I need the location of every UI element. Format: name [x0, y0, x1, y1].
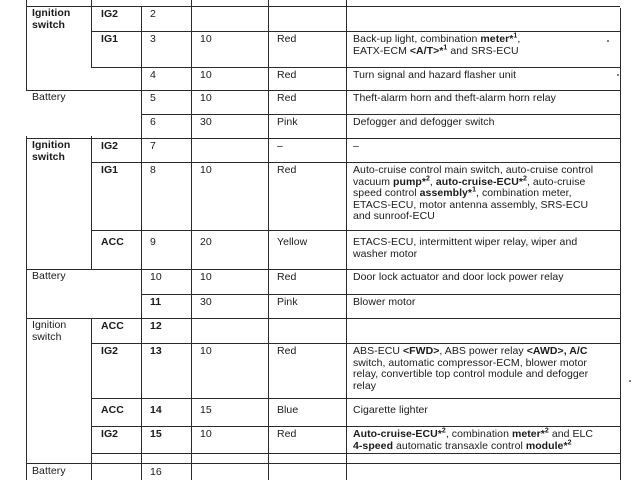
protected-circuits	[353, 272, 615, 284]
wire-color: Red	[277, 428, 297, 440]
wire-color: –	[277, 140, 283, 152]
grid-line-h	[26, 318, 620, 319]
circuit-line	[353, 272, 615, 284]
circuit-text: , ABS power relay	[439, 345, 527, 357]
grid-line-h	[26, 90, 620, 91]
fuse-number: 2	[150, 8, 156, 20]
circuit-text: relay	[353, 379, 377, 392]
wire-color: Red	[277, 33, 297, 45]
circuit-line	[353, 381, 615, 393]
fuse-number: 3	[150, 33, 156, 45]
scan-speck	[629, 380, 631, 382]
circuit-text: Cigarette lighter	[353, 404, 428, 416]
circuit-emphasis: 1	[513, 32, 518, 40]
circuit-line	[353, 405, 615, 417]
protected-circuits	[353, 405, 615, 417]
circuit-text: switch, automatic compressor-ECM, blower motor	[353, 356, 587, 369]
protected-circuits	[353, 70, 615, 82]
scan-speck	[617, 74, 619, 76]
circuit-text: , combination	[445, 428, 512, 440]
circuit-text: ,	[429, 175, 436, 188]
wire-color: Pink	[277, 296, 298, 308]
protected-circuits	[353, 346, 615, 392]
fuse-number: 4	[150, 69, 156, 81]
grid-line-h	[91, 162, 620, 163]
grid-line-v	[141, 6, 142, 480]
circuit-text: Door lock actuator and door lock power relay	[353, 271, 564, 283]
power-source-label: Battery	[32, 91, 66, 103]
fuse-amperage: 10	[200, 428, 212, 440]
fuse-amperage: 10	[200, 271, 212, 283]
fuse-number: 9	[150, 236, 156, 248]
circuit-text: relay, convertible top control module and defogger	[353, 368, 589, 380]
circuit-emphasis: 1	[472, 186, 477, 194]
ignition-position-label: ACC	[101, 404, 124, 416]
circuit-emphasis: assembly*	[419, 187, 473, 199]
circuit-text: and sunroof-ECU	[353, 210, 435, 222]
fuse-number: 14	[150, 404, 162, 416]
power-source-label: Ignition switch	[32, 139, 71, 163]
fuse-amperage: 10	[200, 345, 212, 357]
protected-circuits	[353, 93, 615, 105]
circuit-text: , auto-cruise	[526, 175, 586, 188]
ignition-position-label: IG1	[101, 164, 119, 176]
fuse-amperage: 30	[200, 296, 212, 308]
protected-circuits	[353, 117, 615, 129]
protected-circuits	[353, 297, 615, 309]
circuit-line	[353, 249, 615, 261]
fuse-amperage: 10	[200, 164, 212, 176]
fuse-amperage: 15	[200, 404, 212, 416]
circuit-text: ,	[517, 33, 521, 45]
protected-circuits	[353, 165, 615, 223]
fuse-amperage: 10	[200, 92, 212, 104]
grid-line-v	[26, 0, 27, 90]
circuit-text: Turn signal and hazard flasher unit	[353, 69, 517, 81]
grid-line-h	[26, 463, 620, 464]
ignition-position-label: IG1	[101, 33, 119, 45]
grid-line-h	[26, 6, 620, 7]
circuit-line	[353, 93, 615, 105]
grid-line-v	[191, 0, 192, 480]
circuit-emphasis: 2	[425, 175, 430, 182]
ignition-position-label: IG2	[101, 8, 119, 20]
circuit-text: ABS-ECU	[353, 345, 403, 357]
fuse-number: 10	[150, 271, 162, 283]
grid-line-h	[91, 230, 620, 231]
fuse-amperage: 30	[200, 116, 212, 128]
fuse-amperage: 20	[200, 236, 212, 248]
grid-line-h	[91, 398, 620, 399]
grid-line-h	[91, 343, 620, 344]
grid-line-v	[620, 8, 621, 480]
circuit-emphasis: meter*	[480, 33, 514, 45]
grid-line-v	[346, 0, 347, 480]
circuit-emphasis: meter*	[511, 428, 545, 440]
circuit-text: Back-up light, combination	[353, 33, 481, 45]
fuse-amperage: 10	[200, 69, 212, 81]
circuit-emphasis: 2	[544, 427, 549, 435]
circuit-text: Auto-cruise control main switch, auto-cruise control	[353, 164, 594, 176]
power-source-label: Ignition switch	[32, 319, 67, 343]
grid-line-h	[26, 138, 620, 139]
power-source-label: Battery	[32, 270, 66, 282]
circuit-text: Defogger and defogger switch	[353, 116, 495, 128]
grid-line-h	[141, 114, 620, 115]
protected-circuits	[353, 34, 615, 57]
circuit-text: and ELC	[548, 428, 594, 440]
circuit-line	[353, 211, 615, 223]
circuit-emphasis: module*	[525, 439, 568, 452]
circuit-emphasis: 2	[523, 175, 527, 182]
circuit-text: washer motor	[353, 247, 418, 260]
circuit-text: , combination meter,	[476, 187, 572, 199]
circuit-line	[353, 441, 615, 453]
circuit-text: ETACS-ECU, motor antenna assembly, SRS-ECU	[353, 198, 589, 211]
circuit-line	[353, 117, 615, 129]
grid-line-v	[26, 320, 27, 480]
wire-color: Yellow	[277, 236, 308, 248]
circuit-emphasis: 2	[567, 439, 572, 446]
wire-color: Red	[277, 69, 297, 81]
power-source-label: Ignition switch	[32, 7, 71, 31]
wire-color: Pink	[277, 116, 298, 128]
fuse-number: 16	[150, 466, 162, 478]
circuit-emphasis: 4-speed	[353, 439, 394, 452]
circuit-text: –	[353, 140, 359, 152]
scan-speck	[607, 40, 609, 42]
wire-color: Red	[277, 271, 297, 283]
protected-circuits	[353, 429, 615, 452]
protected-circuits	[353, 237, 615, 260]
ignition-position-label: IG2	[101, 140, 119, 152]
circuit-emphasis: pump*	[393, 175, 426, 188]
grid-line-h	[91, 67, 620, 68]
fuse-number: 5	[150, 92, 156, 104]
grid-line-v	[268, 0, 269, 480]
circuit-emphasis: auto-cruise-ECU*	[435, 175, 524, 188]
wire-color: Red	[277, 164, 297, 176]
circuit-text: automatic transaxle control	[393, 439, 526, 452]
circuit-emphasis: <FWD>	[403, 345, 440, 357]
grid-line-h	[91, 453, 620, 454]
fuse-number: 13	[150, 345, 162, 357]
ignition-position-label: IG2	[101, 345, 119, 357]
circuit-line	[353, 70, 615, 82]
ignition-position-label: ACC	[101, 320, 124, 332]
grid-line-v	[91, 0, 92, 67]
circuit-text: Theft-alarm horn and theft-alarm horn relay	[353, 92, 556, 104]
circuit-emphasis: 1	[443, 44, 448, 51]
circuit-line	[353, 141, 615, 153]
grid-line-h	[91, 31, 620, 32]
circuit-line	[353, 46, 615, 58]
fuse-number: 15	[150, 428, 162, 440]
protected-circuits	[353, 141, 615, 153]
circuit-emphasis: <A/T>*	[409, 44, 444, 57]
grid-line-v	[26, 136, 27, 320]
grid-line-h	[91, 426, 620, 427]
circuit-text: Blower motor	[353, 296, 416, 308]
circuit-text: speed control	[353, 187, 420, 199]
ignition-position-label: IG2	[101, 428, 119, 440]
fuse-number: 7	[150, 140, 156, 152]
wire-color: Blue	[277, 404, 299, 416]
grid-line-h	[141, 294, 620, 295]
circuit-text: and SRS-ECU	[447, 44, 519, 57]
fuse-number: 12	[150, 320, 162, 332]
circuit-text: ETACS-ECU, intermittent wiper relay, wiper and	[353, 236, 578, 248]
circuit-text: EATX-ECM	[353, 44, 410, 57]
wire-color: Red	[277, 345, 297, 357]
circuit-emphasis: <AWD>, A/C	[526, 345, 588, 357]
ignition-position-label: ACC	[101, 236, 124, 248]
fuse-amperage: 10	[200, 33, 212, 45]
wire-color: Red	[277, 92, 297, 104]
grid-line-h	[26, 269, 620, 270]
circuit-emphasis: Auto-cruise-ECU*	[353, 428, 442, 440]
fuse-number: 6	[150, 116, 156, 128]
grid-line-v	[91, 136, 92, 269]
circuit-line	[353, 297, 615, 309]
circuit-emphasis: 2	[441, 427, 446, 435]
power-source-label: Battery	[32, 465, 66, 477]
fuse-number: 8	[150, 164, 156, 176]
fuse-number: 11	[150, 296, 162, 308]
circuit-line	[353, 369, 615, 381]
circuit-text: vacuum	[353, 175, 394, 188]
